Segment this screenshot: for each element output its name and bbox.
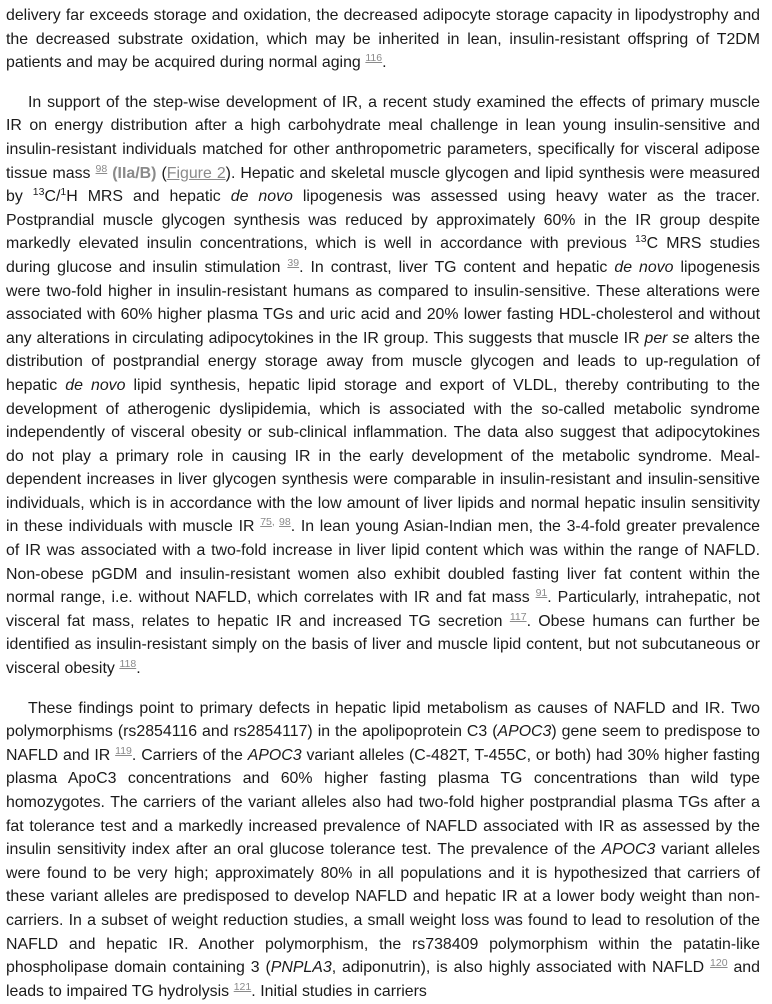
citation-121[interactable]: 121 [233,980,252,993]
text: and leads to impaired TG hydrolysis [6,959,760,1000]
italic-term: APOC3 [601,841,656,859]
text: These findings point to primary defects in hepatic lipid metabolism as causes of NAFLD and IR. Two polymorphisms (rs2854116 and rs2854117) in the apolipoprotein C3 ( [6,699,760,741]
text: lipogenesis was assessed using heavy water as the tracer. Postprandial muscle glycogen synthesis was reduced by approximately 60% in the IR group despite markedly elevated insulin concentrations, which is well in accordance with previous [6,188,760,253]
italic-term: de novo [230,188,293,206]
citation-120[interactable]: 120 [710,957,728,970]
text: . In contrast, liver TG content and hepatic [299,258,615,276]
text: alters the distribution of postprandial energy storage away from muscle glycogen and leads to up-regulation of hepatic [6,329,760,394]
superscript-13: 13 [32,186,45,199]
text: ) gene seem to predispose to NAFLD and IR [6,723,760,764]
text: C/ [44,188,61,206]
text: ). Hepatic and skeletal muscle glycogen and lipid synthesis were measured by [6,164,760,206]
superscript-13: 13 [634,233,647,246]
article-page [0,4,764,1003]
text: , adiponutrin), is also highly associated with NAFLD [331,959,711,977]
italic-term: PNPLA3 [270,959,332,977]
text: lipid synthesis, hepatic lipid storage and export of VLDL, thereby contributing to the development of atherogenic dyslipidemia, which is associated with the so-called metabolic syndrome independently of visceral obesity or sub-clinical inflammation. The data also suggest that adipocytokines do not play a primary role in causing IR in the early development of the metabolic syndrome. Meal-dependent increases in liver glycogen synthesis were comparable in insulin-resistant and insulin-sensitive individuals, which is in accordance with the low amount of liver lipids and normal hepatic insulin sensitivity in these individuals with muscle IR [6,376,760,536]
figure-2-link[interactable]: Figure 2 [166,164,226,182]
italic-term: de novo [614,258,674,276]
text: . [136,660,141,678]
citation-39[interactable]: 39 [287,256,300,269]
italic-term: de novo [65,376,126,394]
citation-116[interactable]: 116 [365,52,383,65]
text: . [382,54,387,72]
text: lipogenesis were two-fold higher in insulin-resistant humans as compared to insulin-sensitive. These alterations were associated with 60% higher plasma TGs and uric acid and 20% lower fasting HDL-cholesterol and without any alterations in circulating adipocytokines in the IR group. This suggests that muscle IR [6,258,760,347]
citation-118[interactable]: 118 [119,658,137,671]
text: . In lean young Asian-Indian men, the 3-4-fold greater prevalence of IR was associated with a two-fold increase in liver lipid content which was within the range of NAFLD. Non-obese pGDM and insulin-resistant women also exhibit doubled fasting liver fat content within the normal range, i.e. without NAFLD, which correlates with IR and fat mass [6,518,760,607]
superscript-1: 1 [60,186,67,199]
citation-98[interactable]: 98 [95,162,108,175]
italic-term: APOC3 [497,723,552,741]
text: C MRS studies during glucose and insulin stimulation [6,235,760,276]
paragraph-2 [6,91,760,681]
citation-separator: , [271,516,280,529]
text: In support of the step-wise development of IR, a recent study examined the effects of primary muscle IR on energy distribution after a high carbohydrate meal challenge in lean young insulin-sensitive and insulin-resistant individuals matched for other anthropometric parameters, specifically for visceral adipose tissue mass [6,93,760,182]
text: . Initial studies in carriers [251,982,427,1000]
text: . Carriers of the [131,746,248,764]
paragraph-3 [6,697,760,1004]
text: variant alleles (C-482T, T-455C, or both) had 30% higher fasting plasma ApoC3 concentrations and 60% higher fasting plasma TG concentrations than wild type homozygotes. The carriers of the variant alleles also had two-fold higher postprandial plasma TGs after a fat tolerance test and a markedly increased prevalence of NAFLD associated with IR as assessed by the insulin sensitivity index after an oral glucose tolerance test. The prevalence of the [6,746,760,859]
text: . Obese humans can further be identified as insulin-resistant simply on the basis of liver and muscle lipid content, but not subcutaneous or visceral obesity [6,612,760,678]
citation-91[interactable]: 91 [535,587,548,600]
citation-75[interactable]: 75 [260,516,272,529]
paragraph-1 [6,4,760,75]
italic-term: APOC3 [247,746,302,764]
text: delivery far exceeds storage and oxidation, the decreased adipocyte storage capacity in lipodystrophy and the decreased substrate oxidation, which may be inherited in lean, insulin-resistant offspring of T2DM patients and may be acquired during normal aging [6,7,760,72]
citation-98[interactable]: 98 [279,516,291,529]
citation-117[interactable]: 117 [509,610,527,623]
italic-term: per se [644,329,690,347]
text: ( [156,164,167,182]
citation-119[interactable]: 119 [115,744,132,757]
text: H MRS and hepatic [66,188,231,206]
evidence-level: (IIa/B) [112,164,157,182]
text: variant alleles were found to be very high; approximately 80% in all populations and it is hypothesized that carriers of these variant alleles are predisposed to develop NAFLD and hepatic IR at a lower body weight than non-carriers. In a subset of weight reduction studies, a small weight loss was found to lead to resolution of the NAFLD and hepatic IR. Another polymorphism, the rs738409 polymorphism within the patatin-like phospholipase domain containing 3 ( [6,841,760,977]
text: . Particularly, intrahepatic, not visceral fat mass, relates to hepatic IR and increased TG secretion [6,589,760,630]
